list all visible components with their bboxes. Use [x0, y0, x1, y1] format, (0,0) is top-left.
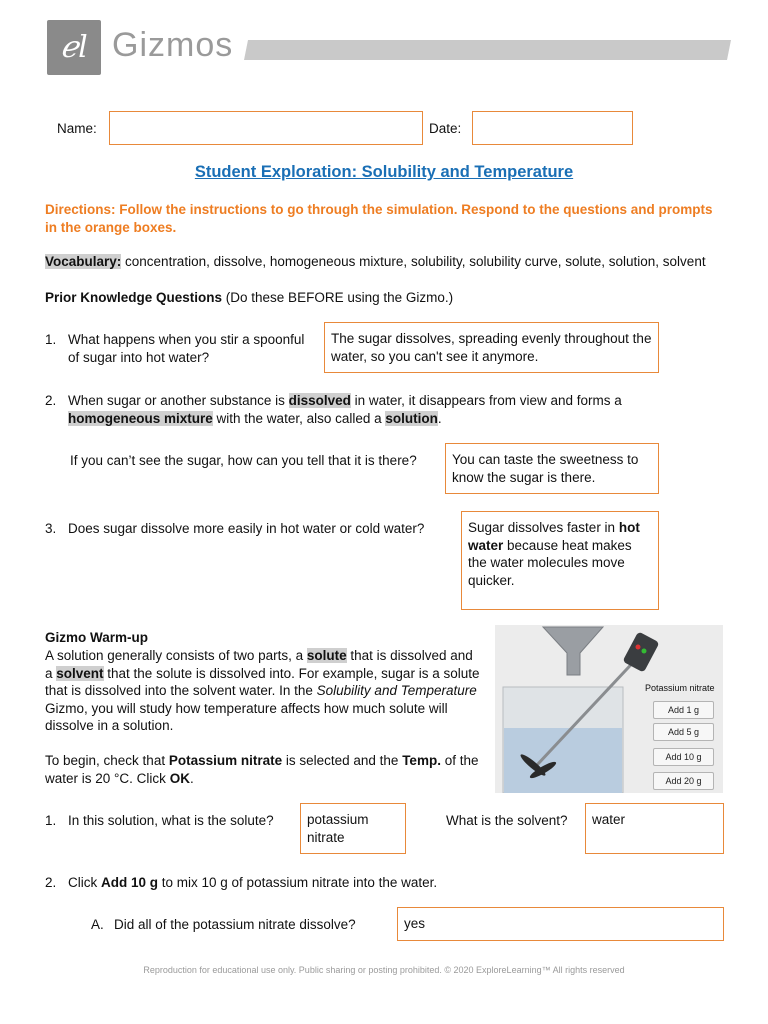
- prior-knowledge-heading: Prior Knowledge Questions (Do these BEFORE using the Gizmo.): [45, 290, 454, 305]
- w1-number: 1.: [45, 813, 57, 828]
- header-bar: [244, 40, 731, 60]
- w2a-label: A.: [91, 917, 104, 932]
- q3-number: 3.: [45, 521, 57, 536]
- vocabulary-terms: concentration, dissolve, homogeneous mixture, solubility, solubility curve, solute, solution, solvent: [121, 254, 706, 269]
- gizmos-brand: Gizmos: [112, 26, 234, 64]
- vocabulary: [45, 253, 735, 271]
- w2a-answer-box[interactable]: yes: [397, 907, 724, 941]
- add-20g-button[interactable]: Add 20 g: [653, 772, 714, 790]
- q1-number: 1.: [45, 332, 57, 347]
- w1-question: In this solution, what is the solute?: [68, 813, 274, 828]
- q3-answer-box[interactable]: Sugar dissolves faster in hot water because heat makes the water molecules move quicker.: [461, 511, 659, 610]
- q1-question: What happens when you stir a spoonful of sugar into hot water?: [68, 332, 305, 365]
- warmup-heading: Gizmo Warm-up: [45, 630, 148, 645]
- q2-text: When sugar or another substance is dissolved in water, it disappears from view and forms a homogeneous mixture with the water, also called a solution.: [68, 393, 622, 426]
- vocabulary-label: Vocabulary:: [45, 254, 122, 269]
- q2-subquestion: If you can’t see the sugar, how can you tell that it is there?: [70, 453, 417, 468]
- add-1g-button[interactable]: Add 1 g: [653, 701, 714, 719]
- footer-copyright: Reproduction for educational use only. Public sharing or posting prohibited. © 2020 ExploreLearning™ All rights reserved: [143, 965, 625, 975]
- q2-number: 2.: [45, 393, 57, 408]
- name-label: Name:: [57, 121, 97, 136]
- q1-answer-box[interactable]: The sugar dissolves, spreading evenly throughout the water, so you can't see it anymore.: [324, 322, 659, 373]
- q3-question: Does sugar dissolve more easily in hot water or cold water?: [68, 521, 425, 536]
- solvent-answer-box[interactable]: water: [585, 803, 724, 854]
- add-5g-button[interactable]: Add 5 g: [653, 723, 714, 741]
- warmup-instructions: To begin, check that Potassium nitrate is selected and the Temp. of the water is 20 °C. Click OK.: [45, 753, 479, 786]
- explorelearning-logo: ℯl: [47, 20, 101, 75]
- directions: Directions: Follow the instructions to go through the simulation. Respond to the questions and prompts in the orange boxes.: [45, 202, 713, 235]
- sim-solute-label: Potassium nitrate: [645, 683, 715, 693]
- solute-answer-box[interactable]: potassium nitrate: [300, 803, 406, 854]
- w2-number: 2.: [45, 875, 57, 890]
- date-label: Date:: [429, 121, 462, 136]
- w2-instruction: Click Add 10 g to mix 10 g of potassium nitrate into the water.: [68, 875, 438, 890]
- warmup-paragraph: A solution generally consists of two parts, a solute that is dissolved and a solvent that the solute is dissolved into. For example, sugar is a solute that is dissolved into the solvent water. In the Solubility and Temperature Gizmo, you will study how temperature affects how much solute will dissolve in a solution.: [45, 648, 480, 733]
- w2a-question: Did all of the potassium nitrate dissolve?: [114, 917, 356, 932]
- name-field[interactable]: [109, 111, 423, 145]
- date-field[interactable]: [472, 111, 633, 145]
- page-title: Student Exploration: Solubility and Temperature: [194, 163, 574, 181]
- w1-solvent-question: What is the solvent?: [446, 813, 568, 828]
- add-10g-button[interactable]: Add 10 g: [653, 748, 714, 766]
- q2-answer-box[interactable]: You can taste the sweetness to know the sugar is there.: [445, 443, 659, 494]
